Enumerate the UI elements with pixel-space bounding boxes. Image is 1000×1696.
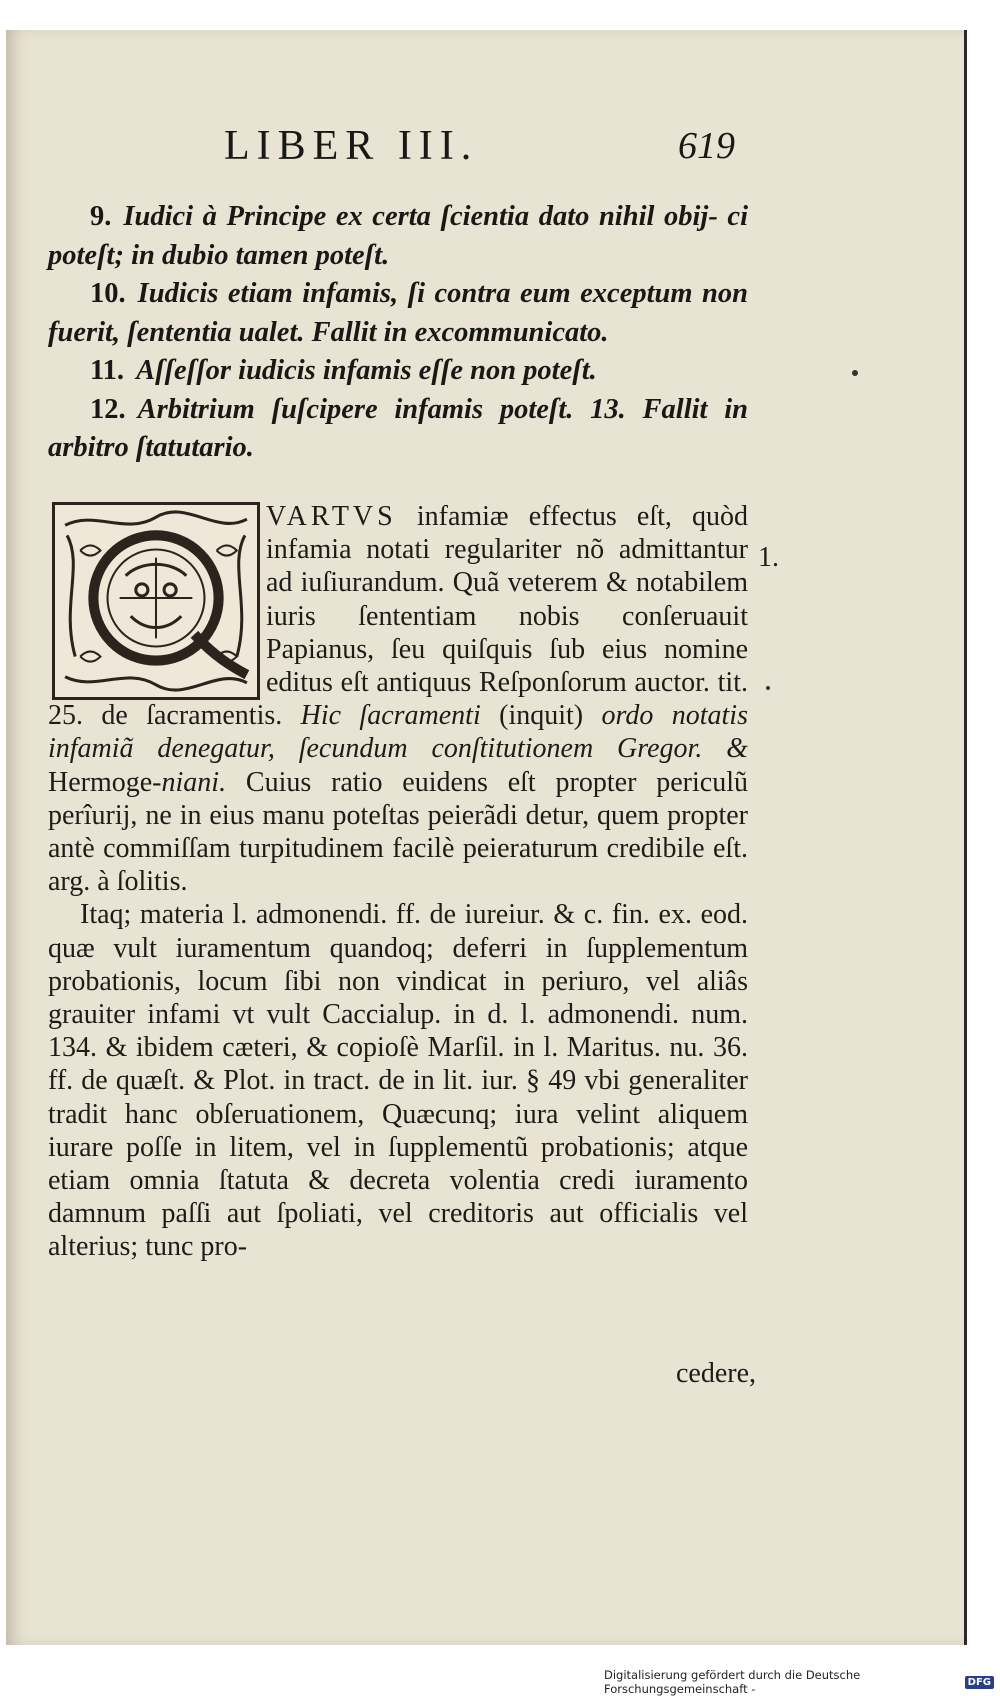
summary-item: 10. Iudicis etiam infamis, ſi contra eum exceptum non fuerit, ſententia ualet. Fallit in excommunicato. bbox=[48, 278, 748, 348]
summary-item: 12. Arbitrium ſuſcipere infamis poteſt. 13. Fallit in arbitro ſtatutario. bbox=[48, 393, 748, 463]
dfg-logo: DFG bbox=[965, 1676, 994, 1689]
main-text bbox=[48, 500, 748, 1264]
catchword: cedere, bbox=[676, 1358, 757, 1389]
paragraph-2: Itaq; materia l. admonendi. ff. de iureiur. & c. fin. ex. eod. quæ vult iuramentum quandoq; deferri in ſupplementum probationis, locum ſibi non vindicat in periuro, vel aliâs grauiter infami vt vult Caccialup. in d. l. admonendi. num. 134. & ibidem cæteri, & copioſè Marſil. in l. Maritus. nu. 36. ff. de quæſt. & Plot. in tract. de in lit. iur. § 49 vbi generaliter tradit hanc obſeruationem, Quæcunq; iura velint aliquem iurare poſſe in litem, vel in ſupplementũ probationis; atque etiam omnia ſtatuta & decreta volentia credi iuramento damnum paſſi aut ſpoliati, vel creditoris aut officialis vel alterius; tunc pro- bbox=[48, 899, 748, 1263]
digitization-credit bbox=[604, 1668, 994, 1696]
summary-item: 11. Aſſeſſor iudicis infamis eſſe non poteſt. bbox=[90, 355, 597, 386]
book-page bbox=[6, 30, 967, 1645]
credit-text: Digitalisierung gefördert durch die Deutsche Forschungsgemeinschaft - bbox=[604, 1668, 861, 1696]
initial-spacer bbox=[48, 500, 266, 696]
paragraph-1: VARTVS infamiæ effectus eſt, quòd infamia notati regulariter nõ admittantur ad iuſiurandum. Quã veterem & notabilem iuris ſententiam nobis conſeruauit Papianus, ſeu quiſquis ſub eius nomine editus eſt antiquus Reſponſorum auctor. tit. 25. de ſacramentis. Hic ſacramenti (inquit) ordo notatis infamiã denegatur, ſecundum conſtitutionem Gregor. & Hermoge-niani. Cuius ratio euidens eſt propter periculũ perîurij, ne in eius manu poteſtas peierãdi detur, quem propter antè commiſſam turpitudinem facilè peieraturum credibile eſt. arg. à ſolitis. bbox=[48, 501, 748, 898]
page-header bbox=[6, 122, 964, 182]
summary-item: 9. Iudici à Principe ex certa ſcientia dato nihil obij- ci poteſt; in dubio tamen poteſt. bbox=[48, 201, 748, 271]
running-title: LIBER III. bbox=[224, 123, 479, 169]
paper-speck bbox=[766, 686, 770, 690]
chapter-summaries bbox=[48, 198, 748, 468]
marginal-note-number: 1. bbox=[758, 542, 779, 573]
opening-word: VARTVS bbox=[266, 501, 397, 532]
page-number: 619 bbox=[678, 125, 735, 167]
paper-speck bbox=[852, 370, 858, 376]
